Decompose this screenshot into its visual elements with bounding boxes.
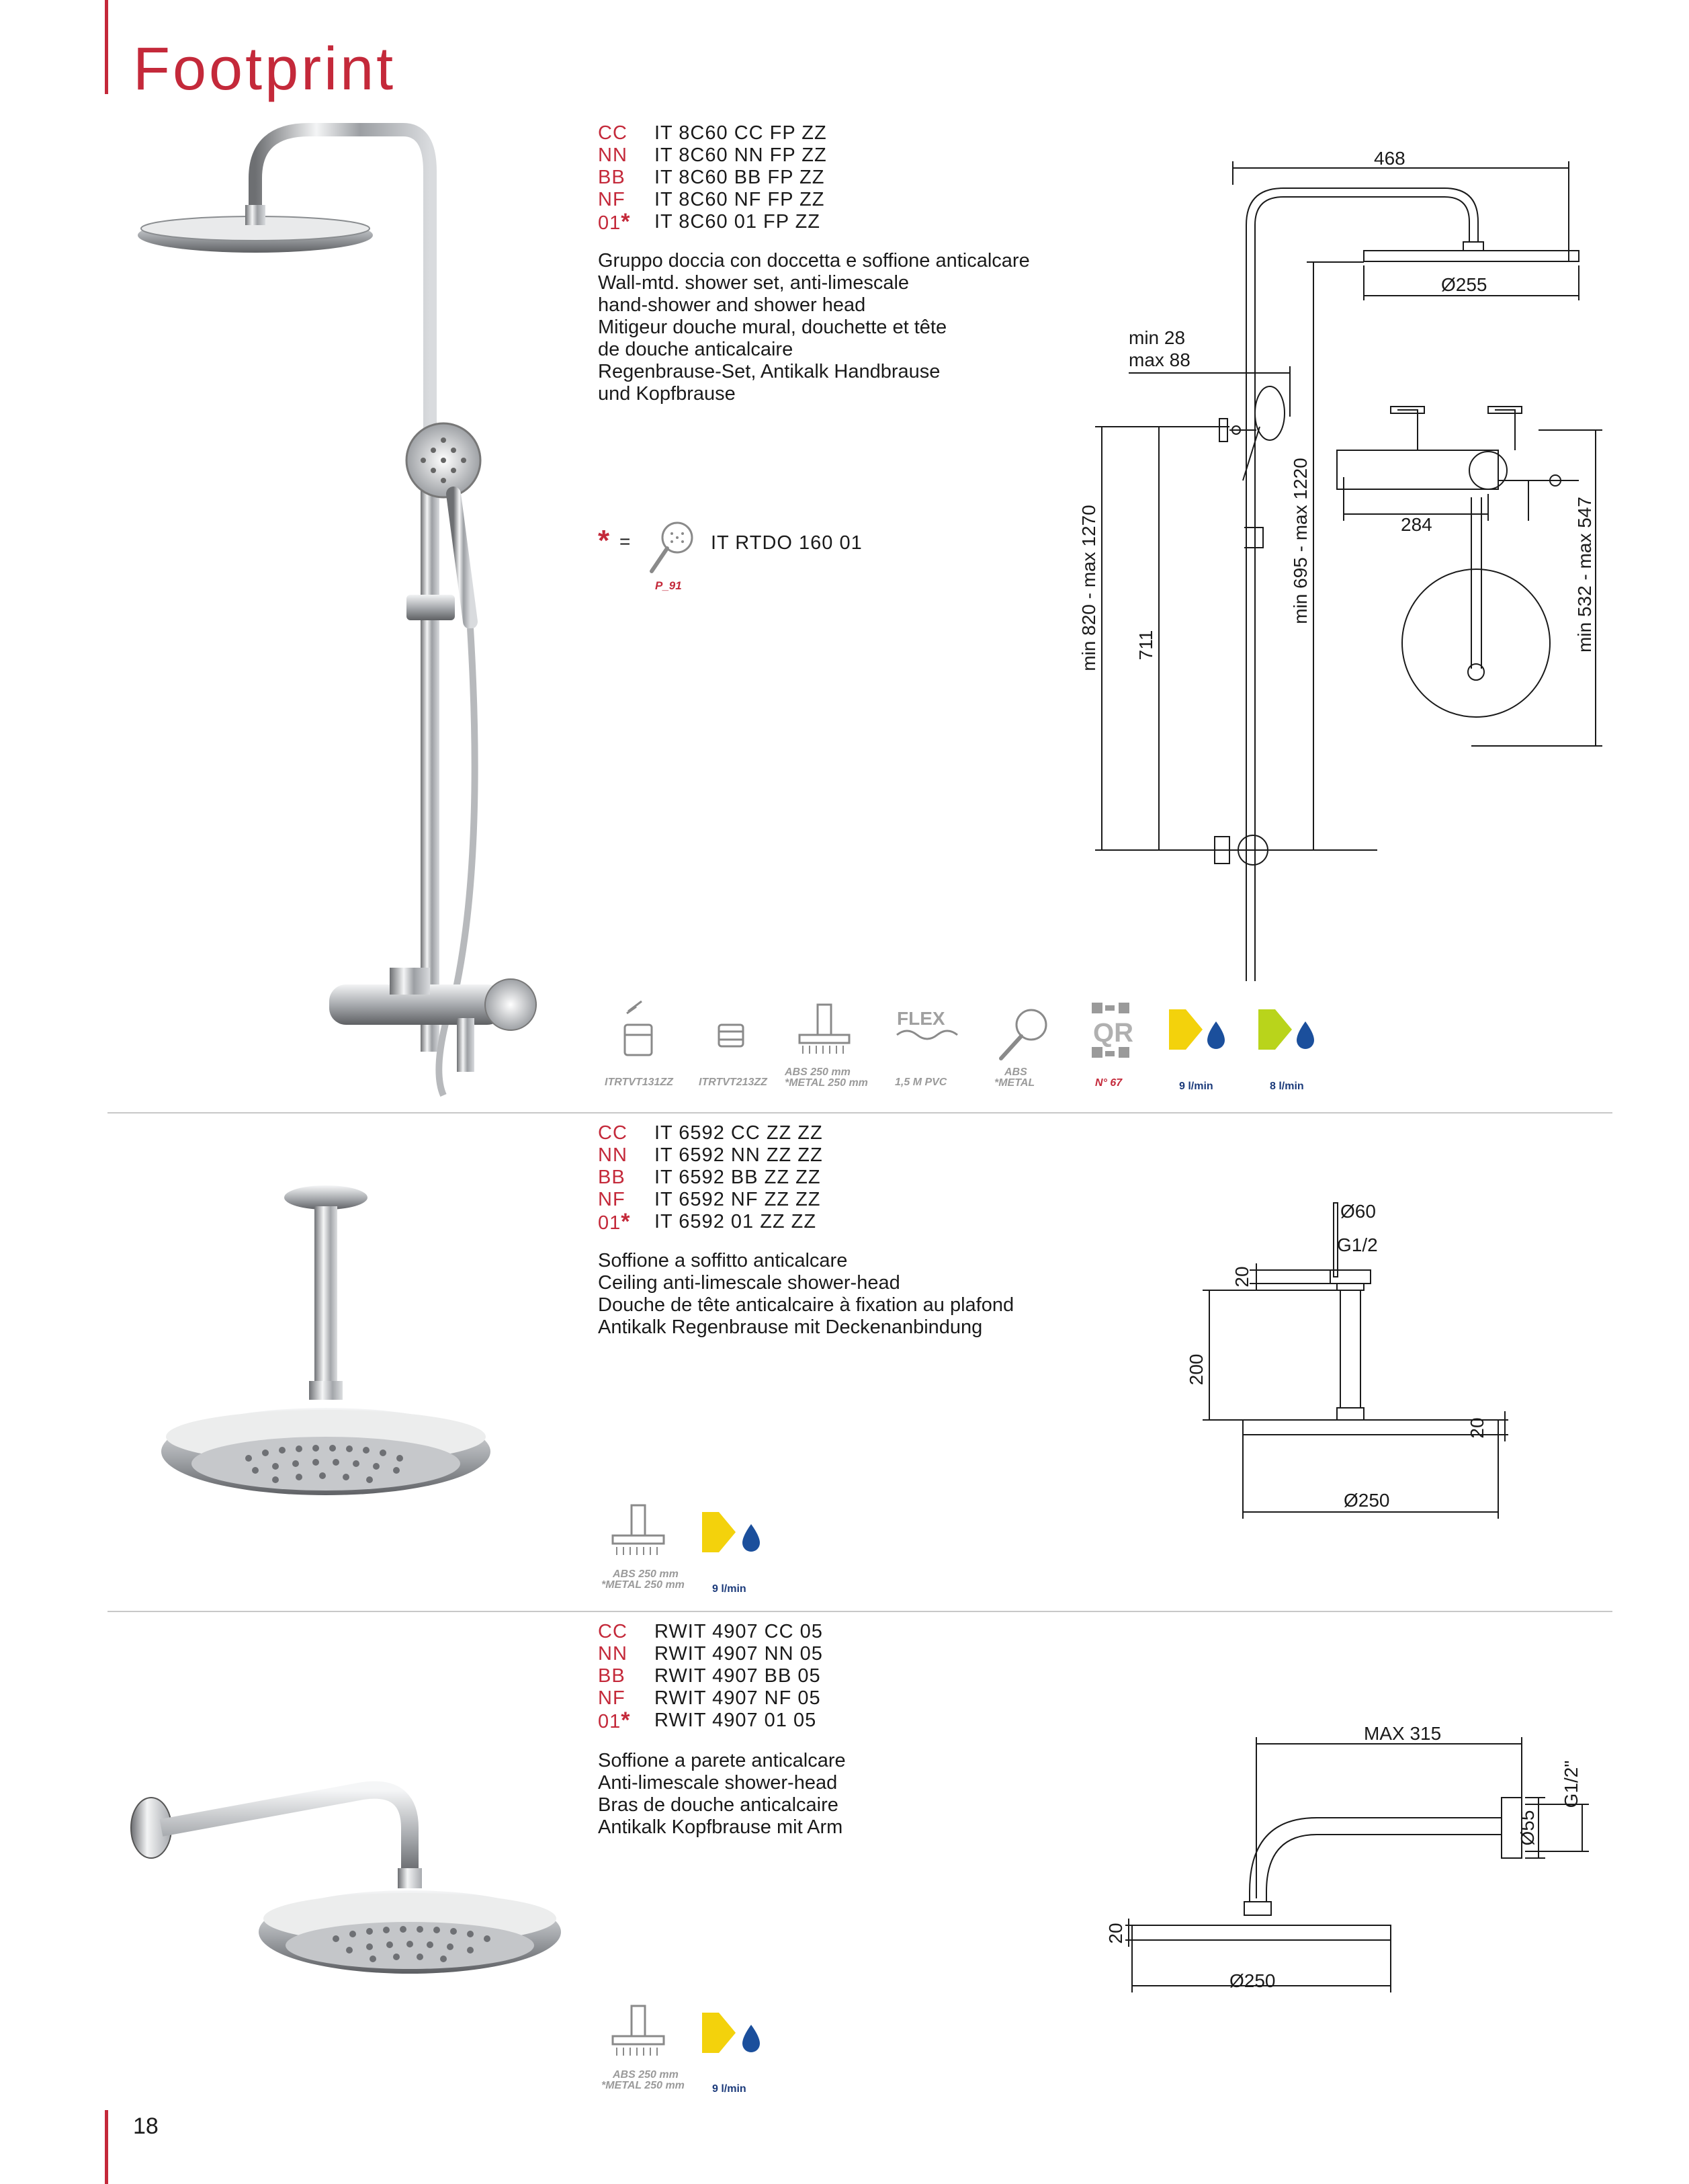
dim-thread: G1/2" — [1561, 1760, 1582, 1808]
wall-shower-head-photo — [121, 1754, 578, 1969]
note-star: * — [598, 524, 610, 557]
label-flex: 1,5 M PVC — [895, 1077, 947, 1088]
dim-head-dia: Ø250 — [1229, 1970, 1276, 1991]
dim-arm-len: 200 — [1186, 1353, 1207, 1386]
product-2-technical-drawing — [1186, 1196, 1525, 1532]
section-divider — [107, 1611, 1612, 1612]
label-flow: 9 l/min — [712, 1583, 746, 1595]
label-flow-1: 9 l/min — [1179, 1081, 1213, 1092]
label-hand-1: ABS — [1004, 1066, 1027, 1078]
code-row: NF IT 8C60 NF FP ZZ — [598, 189, 825, 210]
code-row: CC RWIT 4907 CC 05 — [598, 1621, 823, 1642]
dim-bar-height: min 695 - max 1220 — [1290, 458, 1311, 624]
flow-rate-icon — [702, 1512, 760, 1552]
product-2-codes — [598, 1122, 823, 1234]
label-itrtvt131: ITRTVT131ZZ — [605, 1077, 673, 1088]
flow-rate-icon — [1169, 1009, 1225, 1050]
dim-mixer-width: 284 — [1401, 514, 1432, 535]
dim-thread: G1/2 — [1337, 1234, 1378, 1255]
code-row: CC IT 6592 CC ZZ ZZ — [598, 1122, 823, 1144]
label-itrtvt213: ITRTVT213ZZ — [699, 1077, 767, 1088]
dim-head-h: 20 — [1105, 1923, 1126, 1944]
shower-head-icon — [613, 2006, 664, 2056]
flow-rate-icon — [1258, 1009, 1314, 1050]
note-page-ref: P_91 — [655, 579, 682, 592]
code-row: BB RWIT 4907 BB 05 — [598, 1665, 821, 1687]
dim-head-height: min 532 - max 547 — [1574, 497, 1595, 653]
label-flow: 9 l/min — [712, 2083, 746, 2095]
flow-rate-icon — [702, 2013, 760, 2053]
shower-head-icon — [613, 1505, 664, 1555]
dim-top-width: 468 — [1374, 148, 1405, 169]
ceiling-shower-head-photo — [148, 1183, 497, 1499]
code-row: 01* IT 6592 01 ZZ ZZ — [598, 1209, 817, 1234]
page-title: Footprint — [133, 36, 396, 103]
product-1-codes — [598, 122, 827, 235]
dim-head-dia: Ø250 — [1344, 1490, 1390, 1511]
dim-valve-height: 711 — [1135, 630, 1156, 661]
cartridge-icon — [625, 1001, 652, 1055]
product-3-feature-icons — [605, 1999, 779, 2073]
product-2-feature-icons — [605, 1499, 779, 1572]
dim-head-h: 20 — [1467, 1417, 1487, 1439]
product-1-feature-icons — [608, 995, 1347, 1068]
dim-flange-dia: Ø60 — [1340, 1201, 1376, 1222]
code-row: BB IT 6592 BB ZZ ZZ — [598, 1167, 821, 1188]
dim-depth-min: min 28 — [1129, 327, 1186, 348]
product-3-technical-drawing — [1095, 1724, 1606, 2006]
label-abs-2: *METAL 250 mm — [785, 1077, 868, 1089]
dim-depth-max: max 88 — [1129, 349, 1190, 370]
dim-reach: MAX 315 — [1364, 1723, 1442, 1744]
header-accent-bar — [105, 0, 108, 94]
code-row: NN RWIT 4907 NN 05 — [598, 1643, 823, 1665]
product-1-description: Gruppo doccia con doccetta e soffione anticalcare Wall-mtd. shower set, anti-limescale hand-shower and shower head Mitigeur douche mural, douchette et tête de douche anticalcaire Regenbrause-Set, Antikalk Handbrause und Kopfbrause — [598, 250, 1030, 405]
label-abs-1: ABS 250 mm — [613, 2069, 679, 2081]
label-abs-1: ABS 250 mm — [613, 1568, 679, 1580]
page-number: 18 — [133, 2113, 159, 2139]
qr-word: QR — [1093, 1018, 1133, 1048]
handshower-icon — [644, 517, 697, 578]
label-flow-2: 8 l/min — [1270, 1081, 1304, 1092]
label-abs-2: *METAL 250 mm — [601, 1579, 685, 1591]
code-row: NN IT 8C60 NN FP ZZ — [598, 144, 827, 166]
code-row: NN IT 6592 NN ZZ ZZ — [598, 1144, 823, 1166]
product-1-technical-drawing — [1068, 144, 1639, 984]
label-abs-1: ABS 250 mm — [785, 1066, 851, 1078]
label-qr: N° 67 — [1095, 1077, 1123, 1089]
code-row: CC IT 8C60 CC FP ZZ — [598, 122, 827, 144]
product-3-description: Soffione a parete anticalcare Anti-limescale shower-head Bras de douche anticalcaire Antikalk Kopfbrause mit Arm — [598, 1750, 846, 1838]
shower-head-icon — [799, 1005, 849, 1054]
code-row: NF RWIT 4907 NF 05 — [598, 1687, 821, 1709]
footer-accent-bar — [105, 2110, 108, 2184]
dim-flange-h: 20 — [1231, 1266, 1252, 1288]
cartridge-icon — [719, 1025, 743, 1046]
label-hand-2: *METAL — [994, 1077, 1035, 1089]
code-row: 01* RWIT 4907 01 05 — [598, 1708, 817, 1733]
flex-word: FLEX — [897, 1008, 945, 1029]
code-row: BB IT 8C60 BB FP ZZ — [598, 167, 825, 188]
dim-total-height: min 820 - max 1270 — [1078, 505, 1099, 671]
product-3-codes — [598, 1621, 823, 1733]
code-row: 01* IT 8C60 01 FP ZZ — [598, 209, 821, 235]
qr-icon — [1092, 1003, 1133, 1058]
code-row: NF IT 6592 NF ZZ ZZ — [598, 1189, 821, 1210]
handshower-icon — [1001, 1010, 1046, 1058]
note-code: IT RTDO 160 01 — [711, 532, 863, 554]
section-divider — [107, 1112, 1612, 1114]
product-2-description: Soffione a soffitto anticalcare Ceiling anti-limescale shower-head Douche de tête anticalcaire à fixation au plafond Antikalk Regenbrause mit Deckenanbindung — [598, 1250, 1014, 1338]
hose-icon — [897, 1031, 957, 1039]
dim-head-dia: Ø255 — [1441, 274, 1487, 295]
dim-flange-dia: Ø55 — [1517, 1810, 1538, 1846]
shower-set-photo — [107, 111, 578, 1095]
note-equals: = — [619, 531, 631, 552]
label-abs-2: *METAL 250 mm — [601, 2080, 685, 2091]
